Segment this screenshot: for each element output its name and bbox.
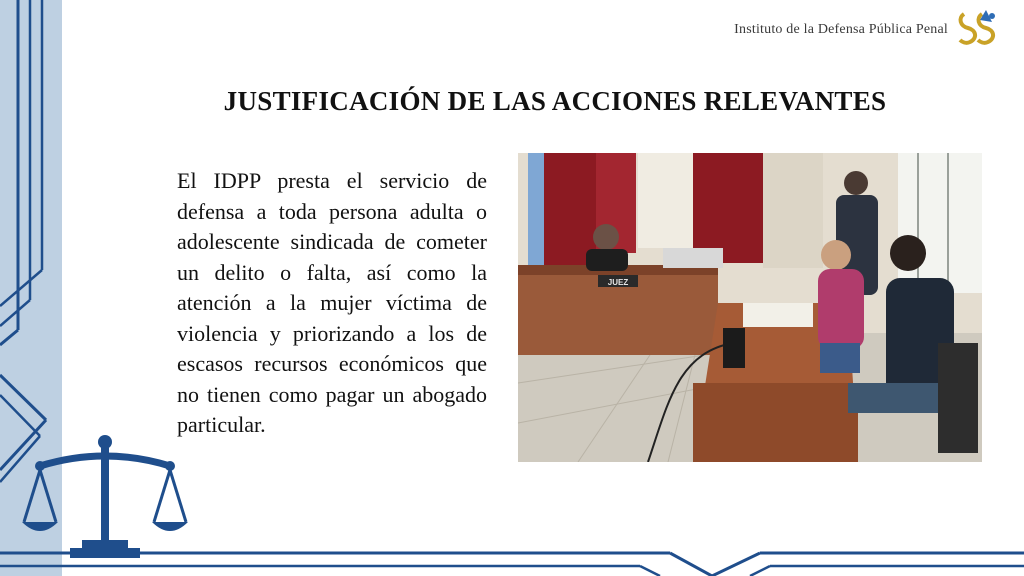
- idpp-logo-icon: [956, 8, 1000, 48]
- judge-plate: JUEZ: [607, 278, 629, 287]
- courtroom-photo: [518, 153, 982, 462]
- institution-name: Instituto de la Defensa Pública Penal: [734, 22, 948, 37]
- slide-body-text: El IDPP presta el servicio de defensa a toda persona adulta o adolescente sindicada de cometer un delito o falta, así como la atención a la mujer víctima de violencia y priorizando a los de escasos recursos económicos que no tienen como pagar un abogado particular.: [177, 168, 487, 437]
- scales-of-justice-icon: [20, 432, 190, 562]
- slide-title: JUSTIFICACIÓN DE LAS ACCIONES RELEVANTES: [223, 86, 887, 116]
